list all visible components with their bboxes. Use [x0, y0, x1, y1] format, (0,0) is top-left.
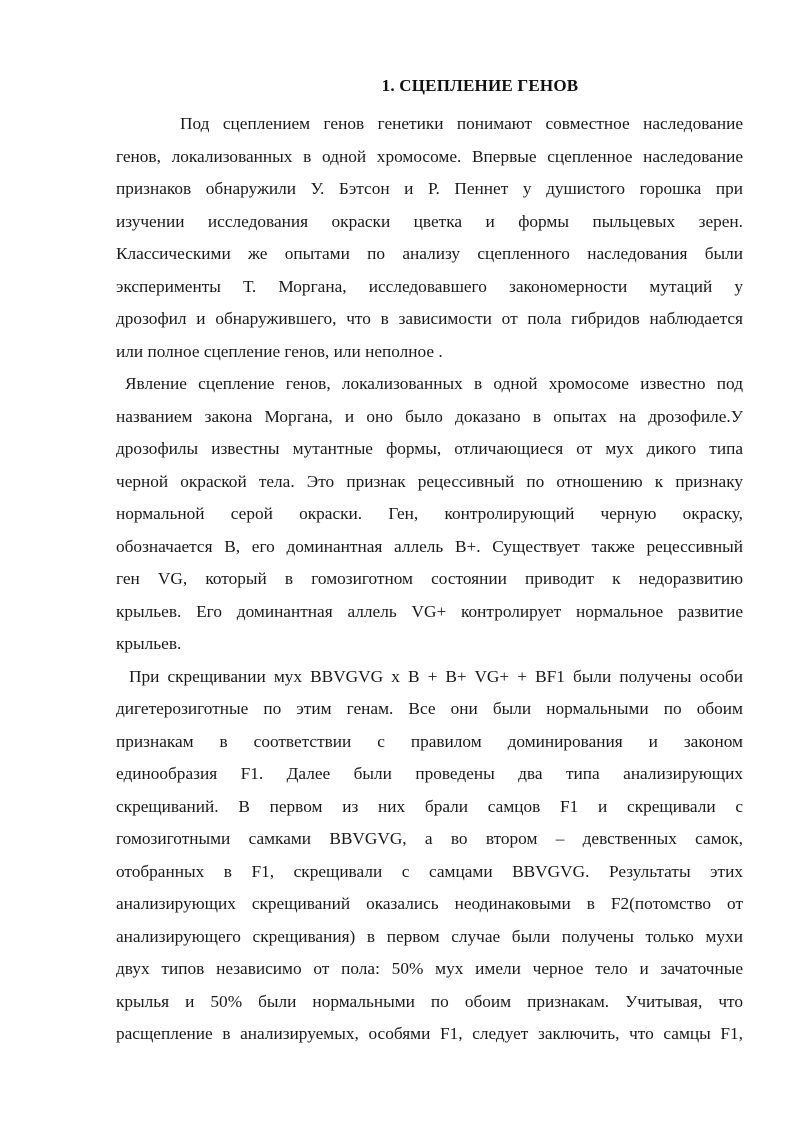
paragraph-line: анализирующих скрещиваний оказались неодинаковыми в F2(потомство от [116, 894, 743, 913]
paragraph-line: дрозофилы известны мутантные формы, отличающиеся от мух дикого типа [116, 439, 743, 458]
paragraph-line: Классическими же опытами по анализу сцепленного наследования были [116, 244, 743, 263]
paragraph-line: ген VG, который в гомозиготном состоянии приводит к недоразвитию [116, 569, 743, 588]
paragraph-line: единообразия F1. Далее были проведены два типа анализирующих [116, 764, 743, 783]
paragraph-line: Явление сцепление генов, локализованных в одной хромосоме известно под [125, 374, 743, 393]
paragraph-line: генов, локализованных в одной хромосоме. Впервые сцепленное наследование [116, 146, 743, 166]
paragraph-line: анализирующего скрещивания) в первом случае были получены только мухи [116, 926, 743, 946]
paragraph-line: дигетерозиготные по этим генам. Все они были нормальными по обоим [116, 699, 743, 718]
paragraph-line: крыльев. [116, 634, 182, 653]
paragraph-line: черной окраской тела. Это признак рецессивный по отношению к признаку [116, 471, 743, 491]
section-title: 1. СЦЕПЛЕНИЕ ГЕНОВ [381, 76, 579, 95]
paragraph-line: двух типов независимо от пола: 50% мух имели черное тело и зачаточные [116, 959, 743, 978]
paragraph-line: признаков обнаружили У. Бэтсон и Р. Пеннет у душистого горошка при [116, 179, 743, 198]
paragraph-line: расщепление в анализируемых, особями F1, следует заключить, что самцы F1, [116, 1024, 743, 1043]
paragraph-line: При скрещивании мух BBVGVG x B + B+ VG+ + BF1 были получены особи [129, 666, 743, 686]
paragraph-line: эксперименты Т. Моргана, исследовавшего закономерности мутаций у [116, 276, 743, 296]
paragraph-line: изучении исследования окраски цветка и формы пыльцевых зерен. [116, 211, 743, 231]
paragraph-line: или полное сцепление генов, или неполное . [116, 341, 443, 361]
paragraph-line: крыльев. Его доминантная аллель VG+ контролирует нормальное развитие [116, 601, 743, 621]
paragraph-line: гомозиготными самками BBVGVG, а во втором – девственных самок, [116, 829, 743, 848]
paragraph-line: нормальной серой окраски. Ген, контролирующий черную окраску, [116, 504, 743, 523]
paragraph-line: скрещиваний. В первом из них брали самцов F1 и скрещивали с [116, 796, 743, 816]
body-text [116, 108, 743, 1051]
paragraph-line: признакам в соответствии с правилом доминирования и законом [116, 731, 743, 751]
paragraph-line: названием закона Моргана, и оно было доказано в опытах на дрозофиле.У [116, 406, 743, 426]
paragraph-line: дрозофил и обнаружившего, что в зависимости от пола гибридов наблюдается [116, 309, 743, 328]
paragraph-line: обозначается B, его доминантная аллель B+. Существует также рецессивный [116, 536, 743, 556]
paragraph-line: крылья и 50% были нормальными по обоим признакам. Учитывая, что [116, 991, 743, 1011]
paragraph-line: отобранных в F1, скрещивали с самцами BBVGVG. Результаты этих [116, 861, 743, 881]
paragraph-line: Под сцеплением генов генетики понимают совместное наследование [180, 114, 743, 133]
